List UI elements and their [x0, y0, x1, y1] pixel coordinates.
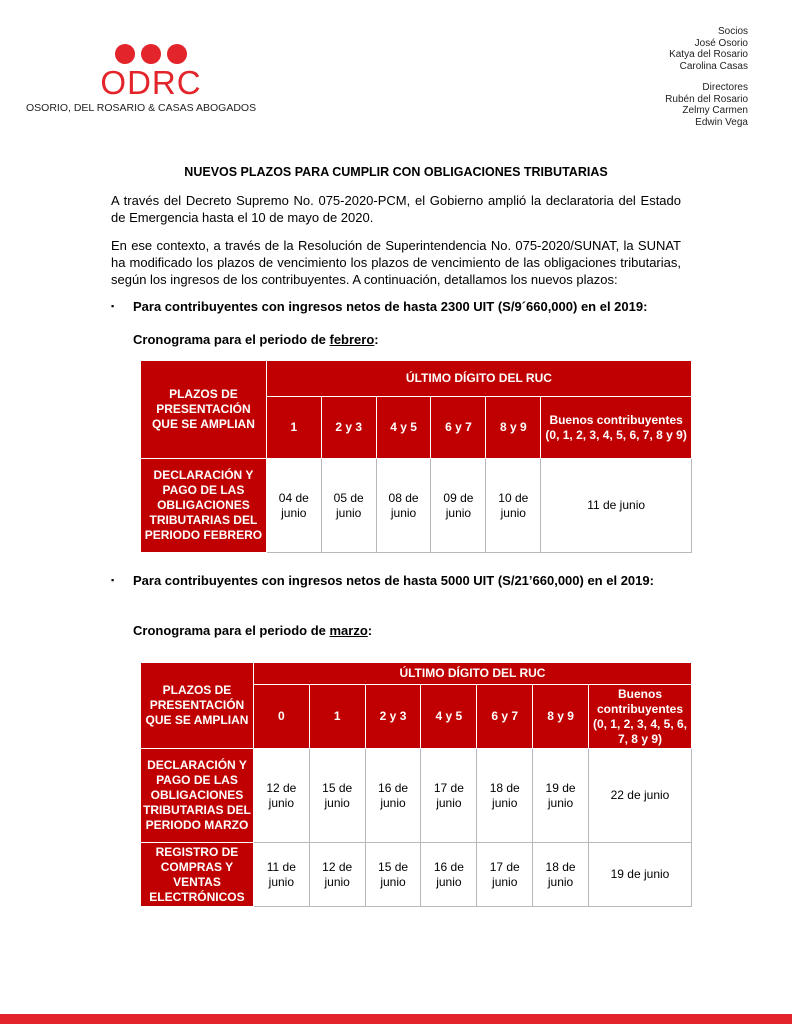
director-name: Zelmy Carmen: [682, 105, 748, 116]
table-group-header: ÚLTIMO DÍGITO DEL RUC: [266, 361, 691, 397]
table-cell: 09 de junio: [431, 459, 486, 553]
table-corner-header: PLAZOS DE PRESENTACIÓN QUE SE AMPLIAN: [141, 663, 254, 749]
table-cell: 16 de junio: [365, 749, 421, 843]
table-cell: 11 de junio: [541, 459, 692, 553]
schedule-table-february: [140, 360, 692, 553]
row-header: DECLARACIÓN Y PAGO DE LAS OBLIGACIONES TRIBUTARIAS DEL PERIODO MARZO: [141, 749, 254, 843]
table-cell: 16 de junio: [421, 843, 477, 907]
bullet-icon: ▪: [111, 301, 115, 311]
table-cell: 04 de junio: [266, 459, 321, 553]
column-header: 1: [266, 397, 321, 459]
firm-logo: [26, 44, 257, 114]
column-header: 2 y 3: [321, 397, 376, 459]
table-row: [141, 749, 692, 843]
table-cell: 19 de junio: [533, 749, 589, 843]
table-cell: 15 de junio: [365, 843, 421, 907]
table-row: [141, 459, 692, 553]
schedule-month: marzo: [329, 623, 368, 638]
paragraph-intro: A través del Decreto Supremo No. 075-2020-PCM, el Gobierno amplió la declaratoria del Estado de Emergencia hasta el 10 de mayo de 2020.: [111, 193, 681, 225]
table-cell: 22 de junio: [588, 749, 691, 843]
row-header: DECLARACIÓN Y PAGO DE LAS OBLIGACIONES TRIBUTARIAS DEL PERIODO FEBRERO: [141, 459, 267, 553]
bullet-icon: ▪: [111, 575, 115, 585]
bullet-text: Para contribuyentes con ingresos netos de hasta 5000 UIT (S/21’660,000) en el 2019:: [133, 573, 654, 588]
column-header: 6 y 7: [477, 685, 533, 749]
column-header: 4 y 5: [376, 397, 431, 459]
table-cell: 10 de junio: [486, 459, 541, 553]
table-cell: 11 de junio: [253, 843, 309, 907]
column-header: 0: [253, 685, 309, 749]
directors-title: Directores: [702, 82, 748, 93]
column-header: 2 y 3: [365, 685, 421, 749]
table-row: [141, 843, 692, 907]
partners-directors-list: [665, 26, 748, 128]
table-cell: 17 de junio: [421, 749, 477, 843]
partner-name: Katya del Rosario: [669, 49, 748, 60]
brand-name: ODRC: [100, 64, 202, 101]
schedule-heading-february: Cronograma para el periodo de febrero:: [133, 332, 379, 347]
schedule-heading-march: Cronograma para el periodo de marzo:: [133, 623, 373, 638]
column-header: Buenos contribuyentes (0, 1, 2, 3, 4, 5, 6, 7, 8 y 9): [541, 397, 692, 459]
table-cell: 18 de junio: [477, 749, 533, 843]
table-cell: 17 de junio: [477, 843, 533, 907]
footer-accent-bar: [0, 1014, 792, 1024]
column-header: Buenos contribuyentes (0, 1, 2, 3, 4, 5, 6, 7, 8 y 9): [588, 685, 691, 749]
table-cell: 12 de junio: [253, 749, 309, 843]
document-title: NUEVOS PLAZOS PARA CUMPLIR CON OBLIGACIONES TRIBUTARIAS: [184, 165, 608, 179]
schedule-table-march: [140, 662, 692, 907]
column-header: 1: [309, 685, 365, 749]
row-header: REGISTRO DE COMPRAS Y VENTAS ELECTRÓNICOS: [141, 843, 254, 907]
schedule-month: febrero: [329, 332, 375, 347]
table-cell: 18 de junio: [533, 843, 589, 907]
partners-title: Socios: [717, 26, 748, 37]
table-corner-header: PLAZOS DE PRESENTACIÓN QUE SE AMPLIAN: [141, 361, 267, 459]
logo-dots: [56, 44, 246, 64]
logo-dot: [115, 44, 135, 64]
table-cell: 05 de junio: [321, 459, 376, 553]
table-cell: 19 de junio: [588, 843, 691, 907]
partner-name: Carolina Casas: [679, 60, 748, 72]
table-cell: 08 de junio: [376, 459, 431, 553]
column-header: 8 y 9: [486, 397, 541, 459]
bullet-text: Para contribuyentes con ingresos netos de hasta 2300 UIT (S/9´660,000) en el 2019:: [133, 299, 648, 314]
table-cell: 15 de junio: [309, 749, 365, 843]
table-cell: 12 de junio: [309, 843, 365, 907]
director-name: Edwin Vega: [695, 116, 748, 128]
paragraph-context: En ese contexto, a través de la Resolución de Superintendencia No. 075-2020/SUNAT, la SUNAT ha modificado los plazos de vencimiento los plazos de vencimiento de las obligaciones tributarias, según los ingresos de los contribuyentes. A continuación, detallamos los nuevos plazos:: [111, 238, 681, 287]
column-header: 4 y 5: [421, 685, 477, 749]
firm-name: OSORIO, DEL ROSARIO & CASAS ABOGADOS: [26, 102, 257, 114]
logo-dot: [167, 44, 187, 64]
director-name: Rubén del Rosario: [665, 93, 748, 105]
partner-name: José Osorio: [694, 37, 748, 49]
column-header: 8 y 9: [533, 685, 589, 749]
table-group-header: ÚLTIMO DÍGITO DEL RUC: [253, 663, 691, 685]
column-header: 6 y 7: [431, 397, 486, 459]
logo-dot: [141, 44, 161, 64]
